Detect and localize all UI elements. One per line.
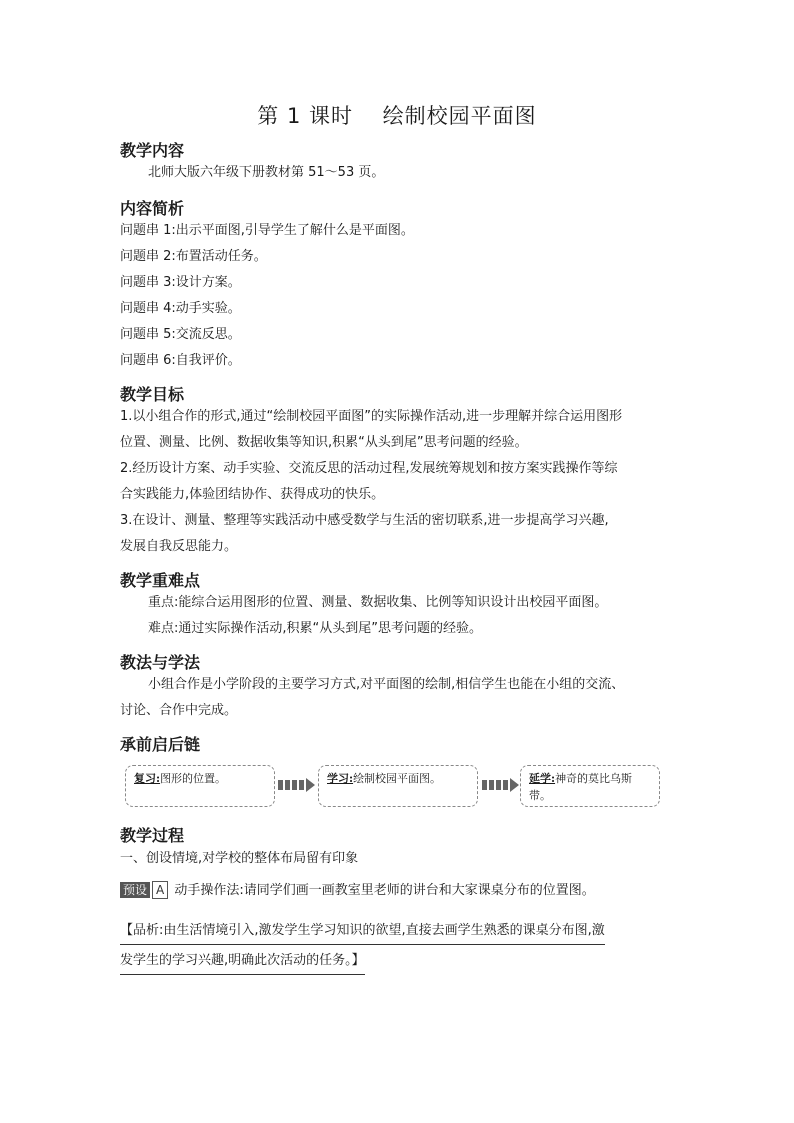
analysis-item-6: 问题串 6:自我评价。 <box>120 353 241 368</box>
goal-line-3: 2.经历设计方案、动手实验、交流反思的活动过程,发展统筹规划和按方案实践操作等综 <box>120 461 618 476</box>
heading-analysis: 内容简析 <box>120 199 185 218</box>
methods-line-2: 讨论、合作中完成。 <box>120 703 238 718</box>
process-activity-text: 动手操作法:请同学们画一画教室里老师的讲台和大家课桌分布的位置图。 <box>174 883 595 898</box>
page-title: 第 1 课时 绘制校园平面图 <box>257 104 537 128</box>
chain-extend-label: 延学: <box>529 772 556 785</box>
heading-chain: 承前启后链 <box>120 735 201 754</box>
process-activity <box>120 878 595 904</box>
goal-line-2: 位置、测量、比例、数据收集等知识,积累“从头到尾”思考问题的经验。 <box>120 435 528 450</box>
heading-content: 教学内容 <box>120 141 185 160</box>
content-text: 北师大版六年级下册教材第 51～53 页。 <box>148 165 385 180</box>
chain-arrow-2-icon <box>482 778 519 792</box>
chain-learn-text: 绘制校园平面图。 <box>353 772 442 785</box>
chain-learn-box <box>318 765 478 807</box>
process-step-1: 一、创设情境,对学校的整体布局留有印象 <box>120 851 359 866</box>
heading-methods: 教法与学法 <box>120 653 201 672</box>
chain-review-label: 复习: <box>134 772 161 785</box>
chain-extend-text: 神奇的莫比乌斯带。 <box>529 772 633 802</box>
goal-line-6: 发展自我反思能力。 <box>120 539 238 554</box>
heading-keypoints: 教学重难点 <box>120 571 201 590</box>
analysis-note-line-1: 【品析:由生活情境引入,激发学生学习知识的欲望,直接去画学生熟悉的课桌分布图,激 <box>120 918 605 945</box>
analysis-item-4: 问题串 4:动手实验。 <box>120 301 241 316</box>
analysis-note-line-2: 发学生的学习兴趣,明确此次活动的任务。】 <box>120 948 365 975</box>
analysis-item-3: 问题串 3:设计方案。 <box>120 275 241 290</box>
methods-line-1: 小组合作是小学阶段的主要学习方式,对平面图的绘制,相信学生也能在小组的交流、 <box>148 677 625 692</box>
analysis-item-5: 问题串 5:交流反思。 <box>120 327 241 342</box>
keypoint-difficulty: 难点:通过实际操作活动,积累“从头到尾”思考问题的经验。 <box>148 621 482 636</box>
chain-arrow-1-icon <box>278 778 315 792</box>
goal-line-4: 合实践能力,体验团结协作、获得成功的快乐。 <box>120 487 385 502</box>
chain-review-text: 图形的位置。 <box>160 772 227 785</box>
chain-review-box <box>125 765 275 807</box>
heading-process: 教学过程 <box>120 826 185 845</box>
analysis-item-2: 问题串 2:布置活动任务。 <box>120 249 267 264</box>
analysis-item-1: 问题串 1:出示平面图,引导学生了解什么是平面图。 <box>120 223 414 238</box>
goal-line-1: 1.以小组合作的形式,通过“绘制校园平面图”的实际操作活动,进一步理解并综合运用图形 <box>120 409 623 424</box>
goal-line-5: 3.在设计、测量、整理等实践活动中感受数学与生活的密切联系,进一步提高学习兴趣, <box>120 513 609 528</box>
heading-goals: 教学目标 <box>120 385 185 404</box>
chain-extend-box <box>520 765 660 807</box>
chain-learn-label: 学习: <box>327 772 354 785</box>
tag-preset: 预设 <box>120 882 150 898</box>
keypoint-focus: 重点:能综合运用图形的位置、测量、数据收集、比例等知识设计出校园平面图。 <box>148 595 608 610</box>
tag-a: A <box>152 881 168 899</box>
